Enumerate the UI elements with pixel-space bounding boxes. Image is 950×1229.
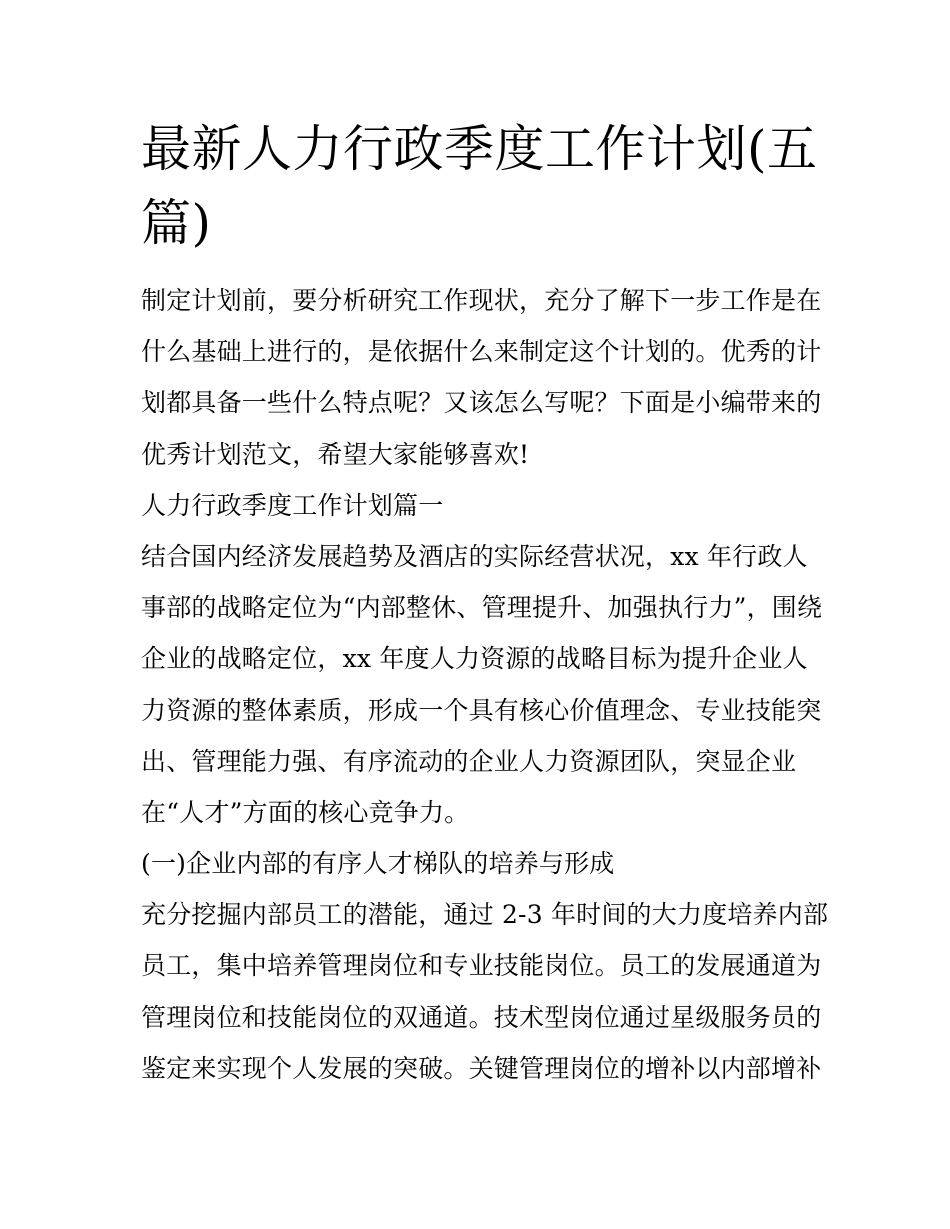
title-line-2: 篇): [141, 194, 212, 252]
body-line: 制定计划前，要分析研究工作现状，充分了解下一步工作是在: [141, 286, 822, 315]
subsection-heading: (一)企业内部的有序人才梯队的培养与形成: [141, 849, 615, 879]
body-line: 企业的战略定位，xx 年度人力资源的战略目标为提升企业人: [141, 644, 808, 674]
body-line: 充分挖掘内部员工的潜能，通过 2-3 年时间的大力度培养内部: [141, 900, 829, 930]
body-line: 员工，集中培养管理岗位和专业技能岗位。员工的发展通道为: [141, 951, 822, 981]
section-heading: 人力行政季度工作计划篇一: [141, 490, 444, 520]
body-line: 结合国内经济发展趋势及酒店的实际经营状况，xx 年行政人: [141, 541, 808, 571]
body-line: 出、管理能力强、有序流动的企业人力资源团队，突显企业: [141, 746, 797, 776]
body-line: 管理岗位和技能岗位的双通道。技术型岗位通过星级服务员的: [141, 1002, 822, 1032]
document-title: [141, 112, 821, 260]
body-line: 什么基础上进行的，是依据什么来制定这个计划的。优秀的计: [141, 337, 822, 367]
title-line-1: 最新人力行政季度工作计划(五: [141, 120, 818, 178]
body-line: 优秀计划范文，希望大家能够喜欢!: [141, 439, 530, 469]
body-line: 鉴定来实现个人发展的突破。关键管理岗位的增补以内部增补: [141, 1053, 822, 1083]
document-body: [141, 281, 829, 1100]
body-line: 划都具备一些什么特点呢？又该怎么写呢？下面是小编带来的: [141, 388, 822, 418]
body-line: 事部的战略定位为“内部整休、管理提升、加强执行力”，围绕: [141, 593, 823, 623]
body-line: 在“人才”方面的核心竞争力。: [141, 797, 470, 827]
body-line: 力资源的整体素质，形成一个具有核心价值理念、专业技能突: [141, 695, 822, 725]
